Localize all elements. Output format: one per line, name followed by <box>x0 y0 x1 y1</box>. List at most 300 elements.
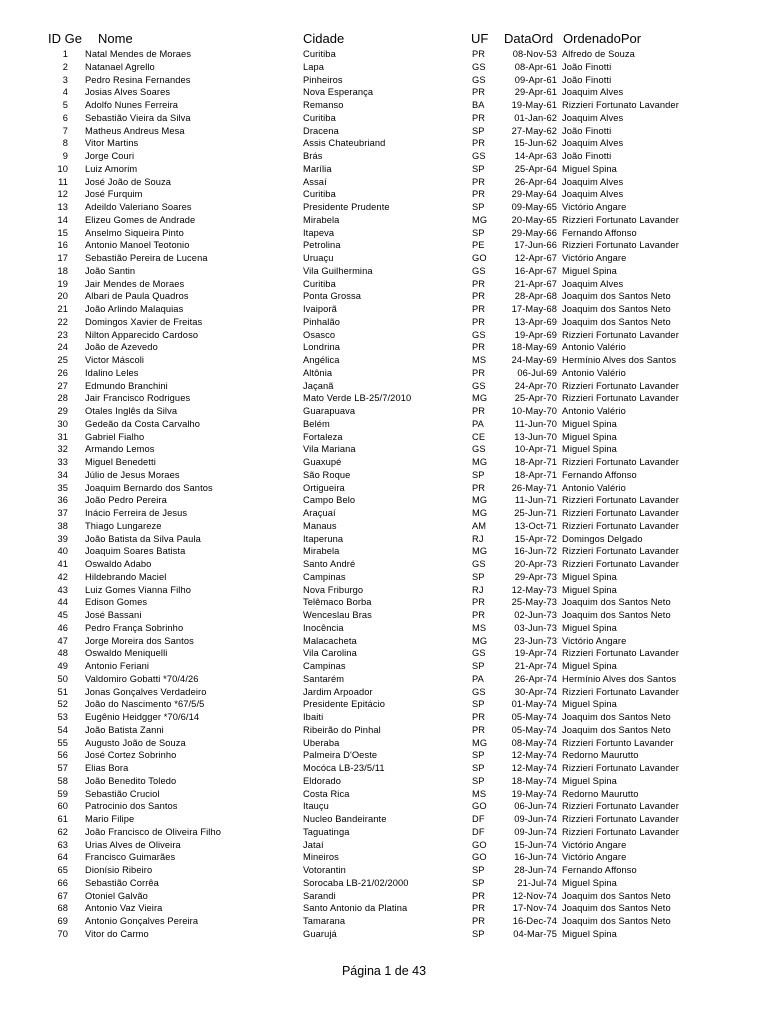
row-nome: Edison Gomes <box>85 597 148 608</box>
table-row <box>0 239 768 252</box>
table-row <box>0 482 768 495</box>
table-row <box>0 877 768 890</box>
table-row <box>0 533 768 546</box>
table-row <box>0 571 768 584</box>
row-ordenado-por: Rizzieri Fortunato Lavander <box>562 763 679 773</box>
row-data-ord: 29-Apr-61 <box>514 87 557 98</box>
row-cidade: Osasco <box>303 329 336 340</box>
row-cidade: Campinas <box>303 661 346 671</box>
row-nome: Antonio Feriani <box>85 661 150 671</box>
row-cidade: Assis Chateubriand <box>303 138 386 149</box>
row-data-ord: 29-May-64 <box>511 189 557 200</box>
row-ordenado-por: Rizzieri Fortunato Lavander <box>562 814 679 824</box>
row-uf: GS <box>472 61 486 72</box>
row-uf: PR <box>472 890 486 901</box>
row-nome: Armando Lemos <box>85 444 155 455</box>
row-data-ord: 12-May-74 <box>511 763 557 773</box>
row-id: 43 <box>57 584 68 595</box>
row-id: 41 <box>57 559 68 569</box>
row-id: 57 <box>57 763 68 773</box>
row-nome: Vitor Martins <box>85 138 139 149</box>
row-cidade: Sorocaba LB-21/02/2000 <box>303 877 409 888</box>
row-uf: SP <box>472 928 485 939</box>
row-cidade: Jataí <box>303 839 324 850</box>
table-row <box>0 622 768 635</box>
row-data-ord: 26-Apr-74 <box>514 673 557 684</box>
table-row <box>0 660 768 673</box>
row-nome: Otoniel Galvão <box>85 890 148 901</box>
row-id: 40 <box>57 546 68 557</box>
row-data-ord: 24-Apr-70 <box>514 380 557 391</box>
row-cidade: Presidente Prudente <box>303 202 390 212</box>
row-data-ord: 29-May-66 <box>511 227 557 238</box>
row-data-ord: 15-Jun-62 <box>514 138 557 149</box>
row-uf: SP <box>472 163 485 174</box>
table-row <box>0 278 768 291</box>
row-uf: PA <box>472 673 484 684</box>
row-ordenado-por: Miguel Spina <box>562 163 617 174</box>
row-data-ord: 01-Jan-62 <box>514 112 557 123</box>
row-cidade: Mato Verde LB-25/7/2010 <box>303 393 412 404</box>
table-row <box>0 762 768 775</box>
row-cidade: Dracena <box>303 125 339 136</box>
row-data-ord: 28-Apr-68 <box>514 291 557 302</box>
row-cidade: Ponta Grossa <box>303 291 362 302</box>
row-uf: MS <box>472 622 487 633</box>
table-body <box>0 48 768 941</box>
row-id: 39 <box>57 533 68 544</box>
row-data-ord: 12-May-74 <box>511 750 557 761</box>
row-ordenado-por: Joaquim Alves <box>562 176 624 187</box>
row-id: 62 <box>57 826 68 837</box>
row-uf: GO <box>472 852 487 863</box>
row-ordenado-por: Rizzieri Fortunto Lavander <box>562 737 674 748</box>
row-cidade: Jardim Arpoador <box>303 686 373 697</box>
row-ordenado-por: Rizzieri Fortunato Lavander <box>562 214 679 225</box>
table-row <box>0 902 768 915</box>
row-nome: Gedeão da Costa Carvalho <box>85 418 201 429</box>
row-ordenado-por: Joaquim dos Santos Neto <box>562 304 671 314</box>
row-data-ord: 10-Apr-71 <box>514 444 557 455</box>
row-id: 4 <box>62 87 68 98</box>
row-id: 27 <box>57 380 68 391</box>
row-uf: GO <box>472 801 487 812</box>
row-ordenado-por: Antonio Valério <box>562 367 626 378</box>
row-cidade: Curitiba <box>303 278 336 289</box>
row-nome: Idalino Leles <box>85 367 139 378</box>
row-ordenado-por: Rizzieri Fortunato Lavander <box>562 380 679 391</box>
table-row <box>0 380 768 393</box>
row-uf: SP <box>472 202 485 212</box>
row-data-ord: 18-Apr-71 <box>514 469 557 480</box>
row-id: 55 <box>57 737 68 748</box>
row-cidade: Votorantin <box>303 865 346 875</box>
row-data-ord: 21-Apr-74 <box>514 661 557 671</box>
row-nome: João Benedito Toledo <box>85 775 177 786</box>
row-nome: João do Nascimento *67/5/5 <box>85 699 205 710</box>
row-uf: SP <box>472 763 485 773</box>
row-id: 18 <box>57 265 68 276</box>
row-uf: SP <box>472 750 485 761</box>
table-row <box>0 150 768 163</box>
row-id: 65 <box>57 865 68 875</box>
row-ordenado-por: Rizzieri Fortunato Lavander <box>562 393 679 404</box>
table-row <box>0 112 768 125</box>
table-row <box>0 316 768 329</box>
row-data-ord: 26-May-71 <box>511 482 557 493</box>
row-ordenado-por: Rizzieri Fortunato Lavander <box>562 100 679 110</box>
row-nome: Matheus Andreus Mesa <box>85 125 185 136</box>
row-id: 26 <box>57 367 68 378</box>
row-uf: DF <box>472 814 485 824</box>
row-ordenado-por: Joaquim Alves <box>562 189 624 200</box>
row-uf: CE <box>472 431 486 442</box>
row-uf: PR <box>472 406 486 416</box>
row-ordenado-por: Hermínio Alves dos Santos <box>562 673 677 684</box>
row-uf: BA <box>472 100 485 110</box>
row-nome: Antonio Manoel Teotonio <box>85 240 190 251</box>
row-cidade: Guarujá <box>303 928 337 939</box>
row-id: 52 <box>57 699 68 710</box>
row-nome: Valdomiro Gobatti *70/4/26 <box>85 673 199 684</box>
row-uf: MG <box>472 635 488 646</box>
row-cidade: Guarapuava <box>303 406 356 416</box>
row-cidade: Presidente Epitácio <box>303 699 386 710</box>
row-data-ord: 20-May-65 <box>511 214 557 225</box>
row-ordenado-por: Redorno Maurutto <box>562 750 639 761</box>
row-nome: Otales Inglês da Silva <box>85 406 178 416</box>
row-ordenado-por: Joaquim Alves <box>562 87 624 98</box>
row-nome: Adolfo Nunes Ferreira <box>85 100 179 110</box>
row-id: 47 <box>57 635 68 646</box>
row-data-ord: 15-Jun-74 <box>514 839 557 850</box>
row-cidade: Sarandi <box>303 890 336 901</box>
row-uf: PR <box>472 189 486 200</box>
row-uf: PR <box>472 138 486 149</box>
row-ordenado-por: Joaquim Alves <box>562 112 624 123</box>
row-ordenado-por: Miguel Spina <box>562 571 617 582</box>
row-id: 9 <box>62 151 68 161</box>
row-data-ord: 05-May-74 <box>511 724 557 735</box>
row-nome: Patrocinio dos Santos <box>85 801 178 812</box>
row-uf: SP <box>472 469 485 480</box>
row-uf: PR <box>472 342 486 353</box>
row-ordenado-por: Rizzieri Fortunato Lavander <box>562 559 679 569</box>
row-ordenado-por: Fernando Affonso <box>562 469 637 480</box>
row-data-ord: 15-Apr-72 <box>514 533 557 544</box>
row-data-ord: 13-Oct-71 <box>514 520 557 531</box>
table-row <box>0 826 768 839</box>
row-nome: Sebastião Corrêa <box>85 877 159 888</box>
row-nome: Vitor do Carmo <box>85 928 149 939</box>
row-nome: Victor Máscoli <box>85 355 145 365</box>
row-data-ord: 21-Apr-67 <box>514 278 557 289</box>
row-uf: PR <box>472 278 486 289</box>
row-id: 66 <box>57 877 68 888</box>
table-row <box>0 494 768 507</box>
row-data-ord: 18-May-69 <box>511 342 557 353</box>
row-ordenado-por: João Finotti <box>562 125 612 136</box>
row-cidade: Eldorado <box>303 775 342 786</box>
row-cidade: Campo Belo <box>303 495 356 506</box>
row-cidade: Lapa <box>303 61 325 72</box>
table-row <box>0 290 768 303</box>
row-uf: MG <box>472 737 488 748</box>
row-nome: Albari de Paula Quadros <box>85 291 189 302</box>
row-data-ord: 03-Jun-73 <box>514 622 557 633</box>
row-ordenado-por: Joaquim dos Santos Neto <box>562 291 671 302</box>
row-ordenado-por: Miguel Spina <box>562 265 617 276</box>
row-cidade: Fortaleza <box>303 431 343 442</box>
row-data-ord: 11-Jun-70 <box>514 418 557 429</box>
table-row <box>0 609 768 622</box>
row-uf: PR <box>472 916 486 926</box>
row-id: 19 <box>57 278 68 289</box>
row-data-ord: 12-Nov-74 <box>512 890 557 901</box>
row-ordenado-por: Joaquim dos Santos Neto <box>562 610 671 620</box>
row-ordenado-por: Rizzieri Fortunato Lavander <box>562 240 679 251</box>
row-data-ord: 19-May-61 <box>511 100 557 110</box>
row-ordenado-por: Victório Angare <box>562 635 627 646</box>
table-row <box>0 86 768 99</box>
row-id: 35 <box>57 482 68 493</box>
row-uf: RJ <box>472 584 484 595</box>
row-id: 54 <box>57 724 68 735</box>
row-cidade: Santo Antonio da Platina <box>303 903 408 914</box>
row-uf: SP <box>472 775 485 786</box>
row-nome: Hildebrando Maciel <box>85 571 167 582</box>
row-ordenado-por: Victório Angare <box>562 202 627 212</box>
row-id: 64 <box>57 852 68 863</box>
row-nome: Jair Mendes de Moraes <box>85 278 185 289</box>
row-ordenado-por: Rizzieri Fortunato Lavander <box>562 546 679 557</box>
row-id: 32 <box>57 444 68 455</box>
row-cidade: Jaçanã <box>303 380 334 391</box>
row-data-ord: 09-Apr-61 <box>514 74 557 85</box>
row-cidade: Vila Guilhermina <box>303 265 373 276</box>
table-row <box>0 686 768 699</box>
row-ordenado-por: Miguel Spina <box>562 775 617 786</box>
row-ordenado-por: João Finotti <box>562 74 612 85</box>
row-uf: PR <box>472 112 486 123</box>
row-cidade: Vila Mariana <box>303 444 356 455</box>
row-cidade: Brás <box>303 151 323 161</box>
table-row <box>0 443 768 456</box>
table-row <box>0 469 768 482</box>
row-cidade: Costa Rica <box>303 788 350 799</box>
row-data-ord: 26-Apr-64 <box>514 176 557 187</box>
row-nome: Jorge Couri <box>85 151 135 161</box>
row-cidade: Vila Carolina <box>303 648 357 659</box>
row-nome: João Santin <box>85 265 136 276</box>
row-id: 49 <box>57 661 68 671</box>
row-nome: João Arlindo Malaquias <box>85 304 184 314</box>
row-nome: Jonas Gonçalves Verdadeiro <box>85 686 207 697</box>
row-uf: MG <box>472 508 488 518</box>
row-ordenado-por: João Finotti <box>562 61 612 72</box>
row-ordenado-por: Joaquim dos Santos Neto <box>562 316 671 327</box>
table-row <box>0 800 768 813</box>
table-row <box>0 698 768 711</box>
row-nome: Sebastião Vieira da Silva <box>85 112 191 123</box>
table-row <box>0 48 768 61</box>
table-row <box>0 125 768 138</box>
table-row <box>0 99 768 112</box>
row-nome: Adeildo Valeriano Soares <box>85 202 192 212</box>
row-id: 58 <box>57 775 68 786</box>
table-row <box>0 367 768 380</box>
row-ordenado-por: Joaquim dos Santos Neto <box>562 712 671 722</box>
row-data-ord: 09-Jun-74 <box>514 814 557 824</box>
table-row <box>0 431 768 444</box>
table-row <box>0 201 768 214</box>
row-nome: Elias Bora <box>85 763 129 773</box>
row-nome: João Batista da Silva Paula <box>85 533 201 544</box>
row-data-ord: 08-May-74 <box>511 737 557 748</box>
row-uf: MS <box>472 788 487 799</box>
row-cidade: Nova Esperança <box>303 87 374 98</box>
row-ordenado-por: Victório Angare <box>562 852 627 863</box>
row-nome: Thiago Lungareze <box>85 520 162 531</box>
row-ordenado-por: Rizzieri Fortunato Lavander <box>562 495 679 506</box>
row-cidade: Uruaçu <box>303 253 334 263</box>
table-header <box>0 31 768 49</box>
row-ordenado-por: Victório Angare <box>562 839 627 850</box>
row-data-ord: 20-Apr-73 <box>514 559 557 569</box>
row-cidade: Assaí <box>303 176 327 187</box>
row-cidade: Ortigueira <box>303 482 345 493</box>
row-ordenado-por: Miguel Spina <box>562 928 617 939</box>
row-uf: MG <box>472 495 488 506</box>
row-nome: João de Azevedo <box>85 342 158 353</box>
header-uf: UF <box>471 31 489 46</box>
header-data-ord: DataOrd <box>504 31 554 46</box>
row-nome: José Furquim <box>85 189 143 200</box>
row-id: 6 <box>62 112 68 123</box>
row-ordenado-por: Rizzieri Fortunato Lavander <box>562 520 679 531</box>
table-row <box>0 74 768 87</box>
row-ordenado-por: Victório Angare <box>562 253 627 263</box>
row-uf: GS <box>472 380 486 391</box>
table-row <box>0 265 768 278</box>
row-uf: GS <box>472 265 486 276</box>
row-id: 31 <box>57 431 68 442</box>
table-row <box>0 456 768 469</box>
table-row <box>0 303 768 316</box>
row-data-ord: 21-Jul-74 <box>517 877 557 888</box>
row-id: 11 <box>58 176 68 187</box>
row-data-ord: 24-May-69 <box>511 355 557 365</box>
table-row <box>0 520 768 533</box>
row-data-ord: 16-Jun-72 <box>514 546 557 557</box>
row-data-ord: 02-Jun-73 <box>514 610 557 620</box>
row-data-ord: 18-Apr-71 <box>514 457 557 467</box>
row-id: 13 <box>57 202 68 212</box>
row-ordenado-por: Alfredo de Souza <box>562 49 635 59</box>
row-id: 67 <box>57 890 68 901</box>
row-data-ord: 25-Jun-71 <box>514 508 557 518</box>
row-ordenado-por: Miguel Spina <box>562 418 617 429</box>
row-uf: PR <box>472 903 486 914</box>
row-nome: João Pedro Pereira <box>85 495 167 506</box>
row-uf: PR <box>472 316 486 327</box>
row-nome: Domingos Xavier de Freitas <box>85 316 203 327</box>
row-nome: Inácio Ferreira de Jesus <box>85 508 188 518</box>
row-cidade: Wenceslau Bras <box>303 610 372 620</box>
row-ordenado-por: Joaquim Alves <box>562 138 624 149</box>
row-uf: PR <box>472 597 486 608</box>
row-data-ord: 17-May-68 <box>511 304 557 314</box>
row-data-ord: 04-Mar-75 <box>513 928 557 939</box>
row-nome: Natanael Agrello <box>85 61 155 72</box>
row-id: 37 <box>57 508 68 518</box>
row-data-ord: 25-May-73 <box>511 597 557 608</box>
table-row <box>0 163 768 176</box>
row-cidade: Pinhalão <box>303 316 340 327</box>
table-row <box>0 788 768 801</box>
table-row <box>0 749 768 762</box>
row-ordenado-por: Joaquim dos Santos Neto <box>562 724 671 735</box>
row-cidade: Petrolina <box>303 240 341 251</box>
row-data-ord: 18-May-74 <box>511 775 557 786</box>
row-nome: Elizeu Gomes de Andrade <box>85 214 196 225</box>
row-data-ord: 29-Apr-73 <box>514 571 557 582</box>
row-ordenado-por: Miguel Spina <box>562 661 617 671</box>
row-ordenado-por: Joaquim Alves <box>562 278 624 289</box>
row-uf: GO <box>472 839 487 850</box>
row-cidade: Ibaiti <box>303 712 324 722</box>
row-nome: Francisco Guimarães <box>85 852 176 863</box>
row-data-ord: 06-Jun-74 <box>514 801 557 812</box>
row-cidade: Inocência <box>303 622 344 633</box>
table-row <box>0 673 768 686</box>
row-uf: SP <box>472 877 485 888</box>
row-uf: PR <box>472 367 486 378</box>
row-nome: Pedro Resina Fernandes <box>85 74 191 85</box>
row-id: 38 <box>57 520 68 531</box>
row-uf: PR <box>472 712 486 722</box>
row-id: 30 <box>57 418 68 429</box>
table-row <box>0 507 768 520</box>
row-id: 48 <box>57 648 68 659</box>
row-ordenado-por: Rizzieri Fortunato Lavander <box>562 457 679 467</box>
row-nome: Oswaldo Meniquelli <box>85 648 168 659</box>
row-ordenado-por: João Finotti <box>562 151 612 161</box>
row-data-ord: 30-Apr-74 <box>514 686 557 697</box>
row-id: 24 <box>57 342 68 353</box>
row-ordenado-por: Redorno Maurutto <box>562 788 639 799</box>
row-data-ord: 09-May-65 <box>511 202 557 212</box>
row-ordenado-por: Rizzieri Fortunato Lavander <box>562 648 679 659</box>
row-id: 68 <box>57 903 68 914</box>
row-id: 28 <box>57 393 68 404</box>
row-cidade: Ribeirão do Pinhal <box>303 724 381 735</box>
row-id: 8 <box>62 138 68 149</box>
row-data-ord: 25-Apr-64 <box>514 163 557 174</box>
row-cidade: Nucleo Bandeirante <box>303 814 387 824</box>
table-row <box>0 329 768 342</box>
row-id: 12 <box>57 189 68 200</box>
table-row <box>0 341 768 354</box>
row-ordenado-por: Hermínio Alves dos Santos <box>562 355 677 365</box>
row-uf: PR <box>472 176 486 187</box>
table-row <box>0 864 768 877</box>
row-uf: PR <box>472 291 486 302</box>
row-ordenado-por: Miguel Spina <box>562 622 617 633</box>
row-cidade: Araçuaí <box>303 508 336 518</box>
row-data-ord: 13-Apr-69 <box>514 316 557 327</box>
row-cidade: Curitiba <box>303 189 336 200</box>
